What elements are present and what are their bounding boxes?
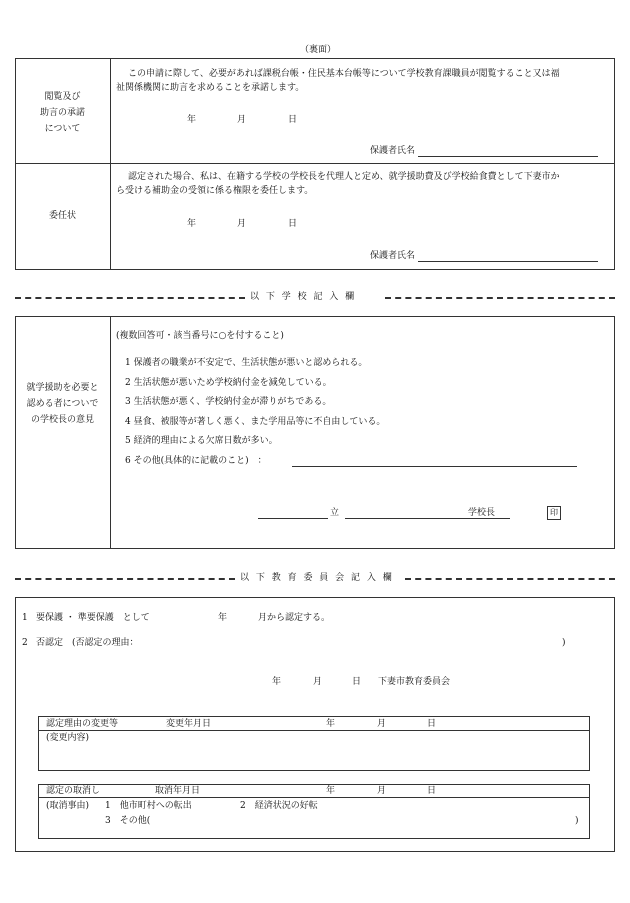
proxy-guardian-signature-line[interactable] bbox=[418, 261, 598, 262]
board-line2-close: ) bbox=[562, 638, 566, 648]
change-box-divider bbox=[38, 730, 590, 731]
school-label-3: の学校長の意見 bbox=[30, 415, 94, 425]
row-divider bbox=[15, 163, 615, 164]
proxy-year: 年 bbox=[187, 219, 197, 229]
change-box bbox=[38, 716, 590, 771]
board-divider-label: 以 下 教 育 委 員 会 記 入 欄 bbox=[240, 573, 394, 583]
board-date-year: 年 bbox=[272, 677, 282, 687]
board-line2-text: 否認定 (否認定の理由： bbox=[36, 638, 139, 648]
consent-proxy-table bbox=[15, 58, 615, 270]
board-line1-num: 1 bbox=[22, 613, 28, 623]
cancel-date-label: 取消年月日 bbox=[155, 786, 201, 796]
label-column-divider bbox=[110, 58, 111, 270]
school-divider-right bbox=[385, 297, 615, 299]
consent-label-2: 助言の承諾 bbox=[39, 108, 85, 118]
school-divider-label: 以 下 学 校 記 入 欄 bbox=[250, 292, 357, 302]
board-divider-left bbox=[15, 578, 235, 580]
seal-mark: 印 bbox=[547, 506, 561, 520]
cancel-reason-2[interactable]: 2 経済状況の好転 bbox=[240, 801, 318, 811]
cancel-year: 年 bbox=[326, 786, 336, 796]
cancel-reason-close: ) bbox=[575, 816, 579, 826]
school-item-6[interactable]: 6 その他(具体的に記載のこと) ： bbox=[125, 456, 267, 466]
consent-year: 年 bbox=[187, 115, 197, 125]
page-side-label: （裏面） bbox=[300, 45, 337, 55]
board-line2-num: 2 bbox=[22, 638, 28, 648]
consent-day: 日 bbox=[288, 115, 298, 125]
school-divider-left bbox=[15, 297, 245, 299]
board-date-day: 日 bbox=[352, 677, 362, 687]
school-label-1: 就学援助を必要と bbox=[26, 383, 99, 393]
consent-month: 月 bbox=[237, 115, 247, 125]
school-item-3[interactable]: 3 生活状態が悪く、学校納付金が滞りがちである。 bbox=[125, 397, 332, 407]
change-year: 年 bbox=[326, 719, 336, 729]
cancel-box-divider bbox=[38, 797, 590, 798]
board-name: 下妻市教育委員会 bbox=[378, 677, 451, 687]
school-name-line[interactable] bbox=[258, 518, 328, 519]
board-date-month: 月 bbox=[313, 677, 323, 687]
consent-guardian-signature-line[interactable] bbox=[418, 156, 598, 157]
consent-text-line2: 祉関係機関に助言を求めることを承諾します。 bbox=[116, 83, 305, 93]
school-item-1[interactable]: 1 保護者の職業が不安定で、生活状態が悪いと認められる。 bbox=[125, 358, 368, 368]
school-item-2[interactable]: 2 生活状態が悪いため学校納付金を減免している。 bbox=[125, 378, 332, 388]
school-label-2: 認める者についで bbox=[26, 399, 99, 409]
cancel-reason-label: (取消事由) bbox=[46, 801, 90, 811]
board-line1-year: 年 bbox=[218, 613, 228, 623]
proxy-day: 日 bbox=[288, 219, 298, 229]
proxy-guardian-label: 保護者氏名 bbox=[370, 251, 416, 261]
proxy-month: 月 bbox=[237, 219, 247, 229]
change-date-label: 変更年月日 bbox=[166, 719, 212, 729]
board-line1-month: 月から認定する。 bbox=[258, 613, 331, 623]
proxy-text-line1: 認定された場合、私は、在籍する学校の学校長を代理人と定め、就学援助費及び学校給食費として下妻市か bbox=[128, 172, 560, 182]
board-divider-right bbox=[405, 578, 615, 580]
cancel-day: 日 bbox=[427, 786, 437, 796]
board-line1-text: 要保護 ・ 準要保護 として bbox=[36, 613, 150, 623]
proxy-text-line2: ら受ける補助金の受領に係る権限を委任します。 bbox=[116, 186, 314, 196]
cancel-reason-3[interactable]: 3 その他( bbox=[105, 816, 151, 826]
school-ritsu: 立 bbox=[330, 508, 340, 518]
school-note: (複数回答可・該当番号に○を付すること) bbox=[116, 331, 284, 341]
change-title: 認定理由の変更等 bbox=[46, 719, 119, 729]
consent-label-3: について bbox=[44, 124, 81, 134]
consent-text-line1: この申請に際して、必要があれば課税台帳・住民基本台帳等について学校教育課職員が閲覧すること又は福 bbox=[128, 69, 560, 79]
cancel-title: 認定の取消し bbox=[46, 786, 101, 796]
school-opinion-table bbox=[15, 316, 615, 549]
principal-label: 学校長 bbox=[468, 508, 496, 518]
school-label-divider bbox=[110, 316, 111, 549]
school-item-5[interactable]: 5 経済的理由による欠席日数が多い。 bbox=[125, 436, 278, 446]
consent-guardian-label: 保護者氏名 bbox=[370, 146, 416, 156]
change-content-label: (変更内容) bbox=[46, 733, 90, 743]
school-other-line[interactable] bbox=[292, 466, 577, 467]
cancel-reason-1[interactable]: 1 他市町村への転出 bbox=[105, 801, 192, 811]
school-item-4[interactable]: 4 昼食、被服等が著しく悪く、また学用品等に不自由している。 bbox=[125, 417, 386, 427]
cancel-month: 月 bbox=[377, 786, 387, 796]
proxy-label: 委任状 bbox=[48, 211, 76, 221]
change-day: 日 bbox=[427, 719, 437, 729]
change-month: 月 bbox=[377, 719, 387, 729]
consent-label-1: 閲覧及び bbox=[44, 92, 81, 102]
